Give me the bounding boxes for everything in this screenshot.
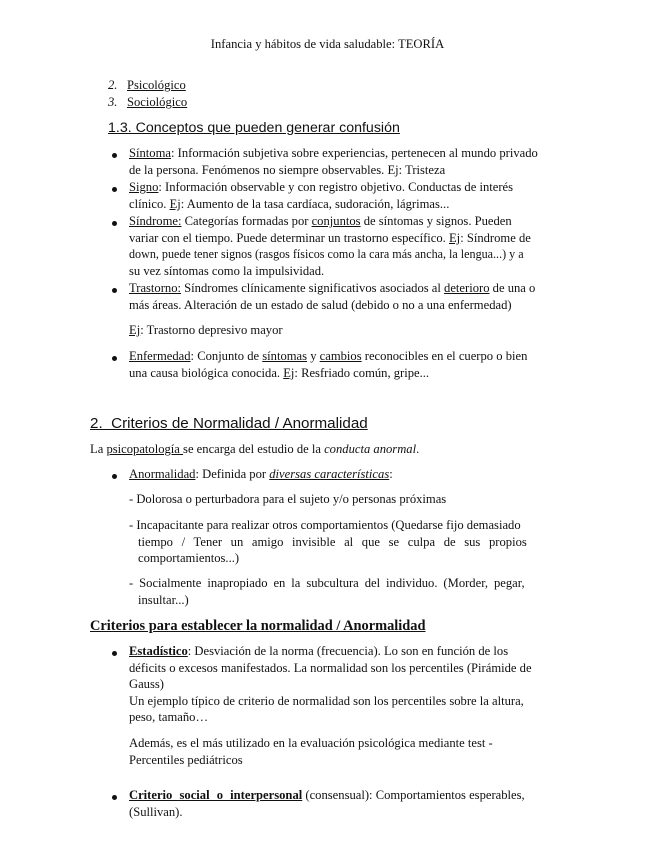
list-item-enfermedad: Enfermedad: Conjunto de síntomas y cambios reconocibles en el cuerpo o bien una causa biológica conocida. Ej: Resfriado común, gripe... [129,349,528,380]
list-item-signo: Signo: Información observable y con registro objetivo. Conductas de interés clínico. Ej: Aumento de la tasa cardíaca, sudoración, lágrimas... [129,180,514,211]
bullet-icon [112,651,117,656]
trastorno-example: Ej: Trastorno depresivo mayor [129,323,283,337]
section-heading-criterios: Criterios para establecer la normalidad / Anormalidad [90,618,426,634]
header-title: Infancia y hábitos de vida saludable: TEORÍA [210,37,445,51]
dash-item: - Socialmente inapropiado en la subcultura del individuo. (Morder, pegar, insultar...) [129,576,525,607]
bullet-icon [112,356,117,361]
numbered-item-label: Psicológico [127,78,186,92]
bullet-icon [112,795,117,800]
list-item-trastorno: Trastorno: Síndromes clínicamente significativos asociados al deterioro de una o más áreas. Alteración de un estado de salud (debido o no a una enfermedad) [129,281,536,312]
page-header [0,36,655,53]
bullet-icon [112,474,117,479]
section-heading-1-3: 1.3. Conceptos que pueden generar confusión [108,120,400,136]
estadistico-note: Además, es el más utilizado en la evaluación psicológica mediante test - Percentiles pediátricos [129,736,493,767]
dash-item: - Dolorosa o perturbadora para el sujeto y/o personas próximas [129,492,447,506]
bullet-icon [112,288,117,293]
bullet-icon [112,221,117,226]
list-item-estadistico: Estadístico: Desviación de la norma (frecuencia). Lo son en función de los déficits o excesos manifestados. La normalidad son los percentiles (Pirámide de Gauss) Un ejemplo típico de criterio de normalidad son los percentiles sobre la altura, peso, tamaño… [129,644,532,725]
numbered-item: 2. [108,78,118,92]
section-heading-2: 2. Criterios de Normalidad / Anormalidad [90,415,368,432]
list-item-sindrome: Síndrome: Categorías formadas por conjuntos de síntomas y signos. Pueden variar con el tiempo. Puede determinar un trastorno específico. Ej: Síndrome de down, puede tener signos (rasgos físicos como la cara más ancha, la lengua...) y a su vez síntomas como la impulsividad. [129,214,531,278]
list-item-criterio-social: Criterio social o interpersonal (consensual): Comportamientos esperables, (Sullivan). [129,788,525,819]
numbered-item-label: Sociológico [127,95,188,109]
bullet-icon [112,187,117,192]
list-item-anormalidad: Anormalidad: Definida por diversas características: [129,467,393,481]
dash-item: - Incapacitante para realizar otros comportamientos (Quedarse fijo demasiado tiempo / Tener un amigo invisible al que se culpa de sus propios comportamientos...) [129,518,527,566]
list-item-sintoma: Síntoma: Información subjetiva sobre experiencias, pertenecen al mundo privado de la persona. Fenómenos no siempre observables. Ej: Tristeza [129,146,538,177]
bullet-icon [112,153,117,158]
section-2-intro: La psicopatología se encarga del estudio de la conducta anormal. [90,442,420,456]
numbered-item: 3. [108,95,118,109]
